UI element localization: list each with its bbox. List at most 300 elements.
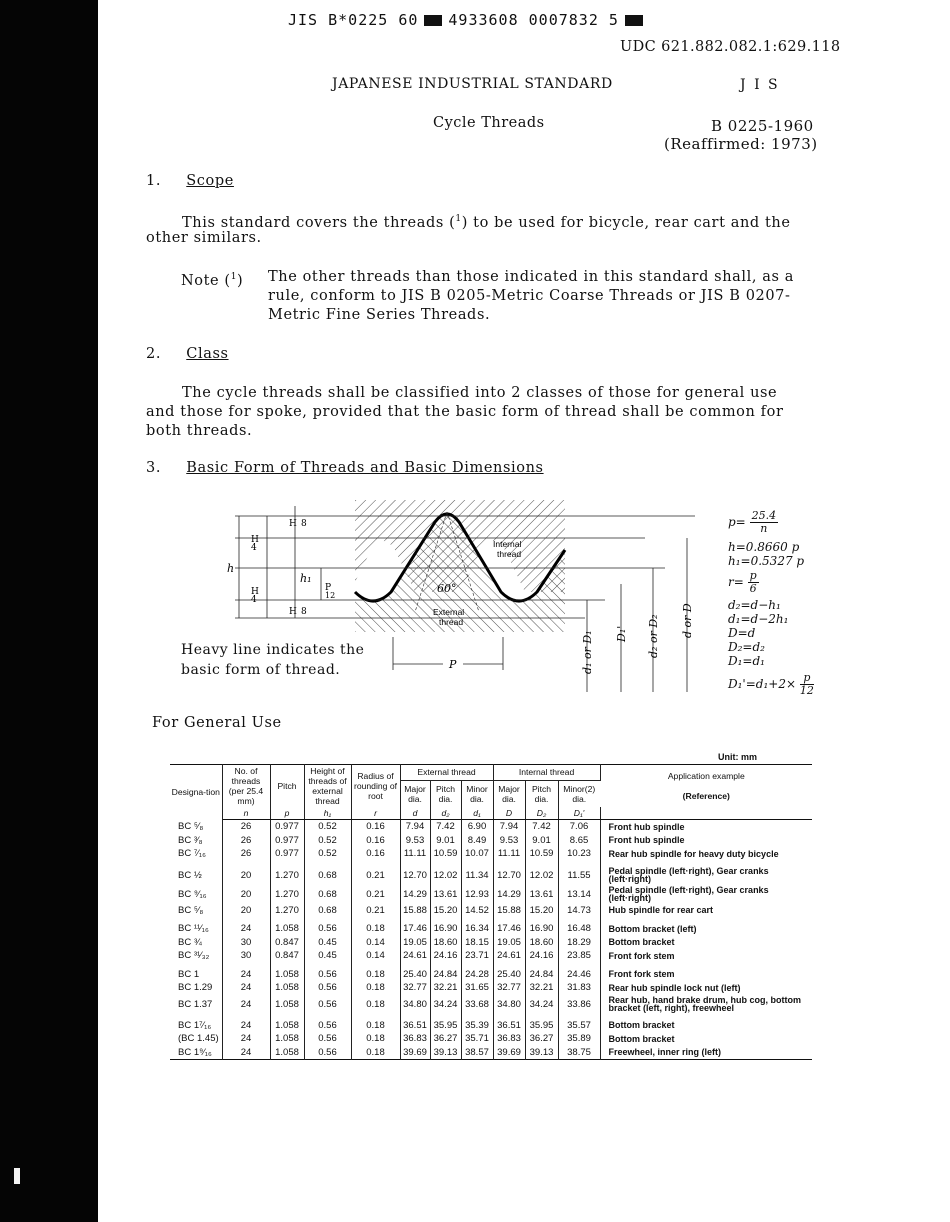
section-title: Class bbox=[186, 346, 229, 362]
cell-r: 0.18 bbox=[351, 917, 400, 936]
cell-n: 24 bbox=[222, 1032, 270, 1046]
cell-r: 0.18 bbox=[351, 963, 400, 982]
scope-text-line1 bbox=[182, 210, 791, 233]
sym-blank bbox=[600, 807, 812, 820]
cell-n: 30 bbox=[222, 936, 270, 950]
cell-d2: 34.24 bbox=[430, 995, 461, 1014]
table-row bbox=[170, 1046, 812, 1060]
cell-app: Front fork stem bbox=[608, 950, 675, 961]
cell-r: 0.18 bbox=[351, 1014, 400, 1033]
cell-d1: 23.71 bbox=[461, 949, 493, 963]
cell-D: 36.83 bbox=[493, 1032, 525, 1046]
table-row bbox=[170, 1032, 812, 1046]
cell-n: 26 bbox=[222, 847, 270, 861]
cell-D: 36.51 bbox=[493, 1014, 525, 1033]
cell-D1p: 38.75 bbox=[558, 1046, 600, 1060]
cell-d1: 35.39 bbox=[461, 1014, 493, 1033]
sym-D1p: D₁' bbox=[558, 807, 600, 820]
label-d-or-D: d or D bbox=[681, 603, 694, 638]
cell-designation: BC 1⁹⁄₁₆ bbox=[170, 1046, 222, 1060]
cell-D1p: 7.06 bbox=[558, 820, 600, 834]
cell-app: Pedal spindle (left·right), Gear cranks (left·right) bbox=[608, 865, 769, 884]
jis-label: J I S bbox=[740, 77, 780, 93]
cell-h1: 0.56 bbox=[304, 981, 351, 995]
formula-r bbox=[728, 570, 759, 595]
cell-app: Rear hub spindle lock nut (left) bbox=[608, 982, 741, 993]
cell-h1: 0.68 bbox=[304, 904, 351, 918]
formula-h1: h₁=0.5327 p bbox=[728, 554, 805, 568]
cell-p: 0.977 bbox=[270, 834, 304, 848]
cell-d2: 10.59 bbox=[430, 847, 461, 861]
cell-app: Hub spindle for rear cart bbox=[608, 905, 714, 915]
cell-D: 9.53 bbox=[493, 834, 525, 848]
cell-app: Front hub spindle bbox=[608, 835, 685, 845]
reference-label: (Reference) bbox=[682, 791, 730, 801]
label-angle: 60° bbox=[437, 582, 457, 595]
sym-d1: d₁ bbox=[461, 807, 493, 820]
cell-D1p: 18.29 bbox=[558, 936, 600, 950]
table-row bbox=[170, 981, 812, 995]
cell-n: 24 bbox=[222, 917, 270, 936]
cell-d1: 35.71 bbox=[461, 1032, 493, 1046]
table-row bbox=[170, 834, 812, 848]
formula-r-lhs: r= bbox=[728, 575, 744, 589]
cell-D2: 39.13 bbox=[525, 1046, 558, 1060]
cell-p: 1.058 bbox=[270, 995, 304, 1014]
cell-p: 1.270 bbox=[270, 885, 304, 904]
cell-D2: 32.21 bbox=[525, 981, 558, 995]
cell-D: 7.94 bbox=[493, 820, 525, 834]
cell-n: 24 bbox=[222, 981, 270, 995]
caption-line-1: Heavy line indicates the bbox=[181, 642, 365, 658]
cell-n: 30 bbox=[222, 949, 270, 963]
sym-n: n bbox=[222, 807, 270, 820]
col-ext-pitch: Pitch dia. bbox=[430, 780, 461, 807]
label-h4-top: H bbox=[251, 535, 259, 545]
cell-designation: BC ⁹⁄₁₆ bbox=[170, 885, 222, 904]
sym-D: D bbox=[493, 807, 525, 820]
cell-d2: 35.95 bbox=[430, 1014, 461, 1033]
formula-d1: d₁=d−2h₁ bbox=[728, 612, 789, 626]
formula-D1p-num: p bbox=[800, 672, 814, 685]
cell-d: 17.46 bbox=[400, 917, 430, 936]
cell-r: 0.14 bbox=[351, 936, 400, 950]
cell-app: Rear hub spindle for heavy duty bicycle bbox=[608, 848, 779, 859]
formula-p-den: n bbox=[760, 522, 768, 535]
cell-p: 1.270 bbox=[270, 861, 304, 885]
scope-text-b: ) to be used for bicycle, rear cart and the bbox=[461, 214, 791, 231]
class-line-3: both threads. bbox=[146, 423, 253, 439]
formula-D1p-lhs: D₁'=d₁+2× bbox=[728, 677, 797, 691]
cell-designation: BC ¹¹⁄₁₆ bbox=[170, 917, 222, 936]
table-row bbox=[170, 861, 812, 885]
label-h1: h₁ bbox=[300, 572, 312, 585]
cell-D: 17.46 bbox=[493, 917, 525, 936]
sym-d: d bbox=[400, 807, 430, 820]
cell-h1: 0.56 bbox=[304, 917, 351, 936]
sym-h1: h₁ bbox=[304, 807, 351, 820]
cell-d: 15.88 bbox=[400, 904, 430, 918]
cell-r: 0.21 bbox=[351, 885, 400, 904]
note-close: ) bbox=[237, 272, 244, 289]
cell-D1p: 16.48 bbox=[558, 917, 600, 936]
cell-designation: BC ³⁄₈ bbox=[170, 834, 222, 848]
cell-n: 20 bbox=[222, 885, 270, 904]
cell-p: 1.058 bbox=[270, 1014, 304, 1033]
cell-designation: BC ⁷⁄₁₆ bbox=[170, 847, 222, 861]
note-line-3: Metric Fine Series Threads. bbox=[268, 307, 491, 323]
cell-p: 1.058 bbox=[270, 963, 304, 982]
label-h8b-top: H bbox=[289, 607, 297, 617]
cell-d: 19.05 bbox=[400, 936, 430, 950]
cell-d2: 15.20 bbox=[430, 904, 461, 918]
cell-D1p: 35.89 bbox=[558, 1032, 600, 1046]
cell-h1: 0.45 bbox=[304, 949, 351, 963]
scan-black-edge bbox=[0, 0, 98, 1222]
cell-d1: 14.52 bbox=[461, 904, 493, 918]
label-h: h bbox=[227, 562, 235, 575]
cell-n: 26 bbox=[222, 820, 270, 834]
cell-n: 24 bbox=[222, 1014, 270, 1033]
cell-d1: 33.68 bbox=[461, 995, 493, 1014]
cell-designation: (BC 1.45) bbox=[170, 1032, 222, 1046]
cell-h1: 0.52 bbox=[304, 834, 351, 848]
cell-D1p: 13.14 bbox=[558, 885, 600, 904]
cell-d1: 31.65 bbox=[461, 981, 493, 995]
cell-n: 20 bbox=[222, 861, 270, 885]
cell-d2: 16.90 bbox=[430, 917, 461, 936]
label-h8-top: H bbox=[289, 519, 297, 529]
section-title: Basic Form of Threads and Basic Dimensions bbox=[186, 460, 544, 476]
label-external-2: thread bbox=[439, 617, 464, 627]
cell-D2: 12.02 bbox=[525, 861, 558, 885]
cell-d: 34.80 bbox=[400, 995, 430, 1014]
cell-D2: 7.42 bbox=[525, 820, 558, 834]
section-number: 3. bbox=[146, 460, 162, 476]
table-row bbox=[170, 963, 812, 982]
cell-d: 36.83 bbox=[400, 1032, 430, 1046]
formula-r-num: p bbox=[749, 569, 757, 582]
label-internal-1: Internal bbox=[493, 539, 522, 549]
section-number: 2. bbox=[146, 346, 162, 362]
cell-d: 14.29 bbox=[400, 885, 430, 904]
table-row bbox=[170, 885, 812, 904]
class-line-2: and those for spoke, provided that the basic form of thread shall be common for bbox=[146, 404, 784, 420]
cell-designation: BC ⁵⁄₈ bbox=[170, 904, 222, 918]
cell-d: 25.40 bbox=[400, 963, 430, 982]
col-ext-major: Major dia. bbox=[400, 780, 430, 807]
label-d2-or-D2: d₂ or D₂ bbox=[647, 614, 660, 658]
cell-app: Bottom bracket bbox=[608, 1020, 675, 1030]
note-line-2: rule, conform to JIS B 0205-Metric Coarse Threads or JIS B 0207- bbox=[268, 288, 791, 304]
formula-D1: D₁=d₁ bbox=[728, 654, 765, 668]
cell-n: 24 bbox=[222, 963, 270, 982]
label-pitch: P bbox=[449, 658, 457, 671]
label-h8b-bot: 8 bbox=[301, 607, 307, 617]
cell-D1p: 8.65 bbox=[558, 834, 600, 848]
cell-designation: BC 1⁷⁄₁₆ bbox=[170, 1014, 222, 1033]
label-d1-or-D1: d₁ or D₁ bbox=[581, 630, 594, 674]
document-code-line bbox=[288, 11, 649, 29]
cell-D: 24.61 bbox=[493, 949, 525, 963]
label-D1-prime: D₁' bbox=[615, 625, 628, 642]
cell-r: 0.16 bbox=[351, 847, 400, 861]
label-h8-bot: 8 bbox=[301, 519, 307, 529]
cell-D2: 24.16 bbox=[525, 949, 558, 963]
cell-p: 0.977 bbox=[270, 820, 304, 834]
group-external: External thread bbox=[400, 765, 493, 781]
cell-h1: 0.56 bbox=[304, 995, 351, 1014]
scope-text-a: This standard covers the threads ( bbox=[182, 214, 456, 231]
cell-D: 12.70 bbox=[493, 861, 525, 885]
formula-d2: d₂=d−h₁ bbox=[728, 598, 781, 612]
table-row bbox=[170, 820, 812, 834]
cell-d2: 36.27 bbox=[430, 1032, 461, 1046]
cell-designation: BC ³¹⁄₃₂ bbox=[170, 949, 222, 963]
standard-organization: JAPANESE INDUSTRIAL STANDARD bbox=[332, 76, 613, 92]
sym-d2: d₂ bbox=[430, 807, 461, 820]
cell-D2: 13.61 bbox=[525, 885, 558, 904]
table-row bbox=[170, 847, 812, 861]
label-h4b-bot: 4 bbox=[251, 595, 257, 605]
general-use-heading: For General Use bbox=[152, 715, 282, 731]
cell-D1p: 14.73 bbox=[558, 904, 600, 918]
cell-p: 0.977 bbox=[270, 847, 304, 861]
formula-p bbox=[728, 510, 778, 535]
formula-D2: D₂=d₂ bbox=[728, 640, 765, 654]
cell-d1: 18.15 bbox=[461, 936, 493, 950]
cell-D2: 24.84 bbox=[525, 963, 558, 982]
formula-p-num: 25.4 bbox=[751, 509, 777, 522]
unit-label: Unit: mm bbox=[718, 752, 757, 762]
cell-D: 19.05 bbox=[493, 936, 525, 950]
cell-D2: 36.27 bbox=[525, 1032, 558, 1046]
cell-h1: 0.52 bbox=[304, 847, 351, 861]
col-pitch: Pitch bbox=[270, 765, 304, 808]
cell-d: 7.94 bbox=[400, 820, 430, 834]
cell-p: 1.058 bbox=[270, 917, 304, 936]
general-use-table bbox=[170, 764, 812, 1060]
diagram-caption bbox=[181, 640, 364, 680]
sym-p: p bbox=[270, 807, 304, 820]
cell-app: Pedal spindle (left·right), Gear cranks (left·right) bbox=[608, 884, 769, 903]
formula-h: h=0.8660 p bbox=[728, 540, 800, 554]
cell-designation: BC 1 bbox=[170, 963, 222, 982]
cell-designation: BC 1.29 bbox=[170, 981, 222, 995]
redaction-block bbox=[424, 15, 442, 26]
cell-D: 39.69 bbox=[493, 1046, 525, 1060]
document-code-left: JIS B*0225 60 bbox=[288, 11, 419, 29]
cell-n: 26 bbox=[222, 834, 270, 848]
document-code-right: 4933608 0007832 5 bbox=[448, 11, 619, 29]
cell-d1: 10.07 bbox=[461, 847, 493, 861]
col-designation: Designa-tion bbox=[170, 765, 222, 820]
cell-r: 0.16 bbox=[351, 820, 400, 834]
cell-n: 24 bbox=[222, 1046, 270, 1060]
cell-d: 32.77 bbox=[400, 981, 430, 995]
cell-d: 11.11 bbox=[400, 847, 430, 861]
cell-D1p: 10.23 bbox=[558, 847, 600, 861]
cell-d: 12.70 bbox=[400, 861, 430, 885]
cell-app: Freewheel, inner ring (left) bbox=[608, 1047, 722, 1057]
cell-d1: 6.90 bbox=[461, 820, 493, 834]
formula-D: D=d bbox=[728, 626, 756, 640]
table-row bbox=[170, 904, 812, 918]
cell-designation: BC 1.37 bbox=[170, 995, 222, 1014]
cell-D: 15.88 bbox=[493, 904, 525, 918]
label-h4b-top: H bbox=[251, 587, 259, 597]
formula-D1-prime bbox=[728, 672, 814, 697]
cell-d2: 24.16 bbox=[430, 949, 461, 963]
cell-app: Rear hub, hand brake drum, hub cog, bottom bracket (left, right), freewheel bbox=[608, 994, 802, 1013]
note-sup: 1 bbox=[230, 272, 238, 282]
table-row bbox=[170, 949, 812, 963]
cell-D1p: 35.57 bbox=[558, 1014, 600, 1033]
cell-d2: 7.42 bbox=[430, 820, 461, 834]
cell-r: 0.18 bbox=[351, 995, 400, 1014]
section-2-heading bbox=[146, 346, 229, 362]
cell-p: 1.270 bbox=[270, 904, 304, 918]
note-label bbox=[181, 268, 243, 291]
cell-d2: 13.61 bbox=[430, 885, 461, 904]
table-row bbox=[170, 936, 812, 950]
cell-d2: 24.84 bbox=[430, 963, 461, 982]
cell-app: Bottom bracket bbox=[608, 937, 675, 947]
col-radius: Radius of rounding of root bbox=[351, 765, 400, 808]
class-line-1: The cycle threads shall be classified into 2 classes of those for general use bbox=[182, 385, 778, 401]
cell-d: 9.53 bbox=[400, 834, 430, 848]
cell-D1p: 33.86 bbox=[558, 995, 600, 1014]
cell-h1: 0.56 bbox=[304, 1046, 351, 1060]
col-int-minor: Minor(2) dia. bbox=[563, 783, 596, 804]
cell-r: 0.21 bbox=[351, 861, 400, 885]
cell-h1: 0.56 bbox=[304, 1014, 351, 1033]
label-p12: P bbox=[325, 583, 332, 593]
label-internal-2: thread bbox=[497, 549, 522, 559]
formula-r-den: 6 bbox=[749, 582, 757, 595]
cell-designation: BC ¾ bbox=[170, 936, 222, 950]
label-external-1: External bbox=[433, 607, 465, 617]
table-row bbox=[170, 917, 812, 936]
cell-h1: 0.52 bbox=[304, 820, 351, 834]
col-height: Height of threads of external thread bbox=[304, 765, 351, 808]
cell-D: 25.40 bbox=[493, 963, 525, 982]
cell-p: 0.847 bbox=[270, 949, 304, 963]
cell-D2: 18.60 bbox=[525, 936, 558, 950]
cell-D1p: 23.85 bbox=[558, 949, 600, 963]
note-label-text: Note ( bbox=[181, 272, 231, 289]
udc-number: UDC 621.882.082.1:629.118 bbox=[620, 39, 841, 55]
note-line-1: The other threads than those indicated in this standard shall, as a bbox=[268, 269, 795, 285]
col-ext-minor: Minor dia. bbox=[461, 780, 493, 807]
cell-n: 20 bbox=[222, 904, 270, 918]
cell-h1: 0.56 bbox=[304, 963, 351, 982]
cell-r: 0.18 bbox=[351, 1032, 400, 1046]
section-title: Scope bbox=[186, 173, 234, 189]
cell-D: 34.80 bbox=[493, 995, 525, 1014]
label-12: 12 bbox=[325, 591, 336, 600]
cell-D2: 16.90 bbox=[525, 917, 558, 936]
cell-d1: 11.34 bbox=[461, 861, 493, 885]
col-threads: No. of threads (per 25.4 mm) bbox=[222, 765, 270, 808]
cell-d1: 8.49 bbox=[461, 834, 493, 848]
cell-p: 1.058 bbox=[270, 981, 304, 995]
cell-n: 24 bbox=[222, 995, 270, 1014]
cell-d1: 24.28 bbox=[461, 963, 493, 982]
section-1-heading bbox=[146, 173, 234, 189]
cell-d2: 12.02 bbox=[430, 861, 461, 885]
cell-h1: 0.68 bbox=[304, 885, 351, 904]
cell-h1: 0.56 bbox=[304, 1032, 351, 1046]
application-label: Application example bbox=[667, 771, 745, 781]
cell-r: 0.14 bbox=[351, 949, 400, 963]
cell-r: 0.21 bbox=[351, 904, 400, 918]
cell-r: 0.16 bbox=[351, 834, 400, 848]
cell-d: 39.69 bbox=[400, 1046, 430, 1060]
cell-p: 1.058 bbox=[270, 1046, 304, 1060]
formula-p-lhs: p= bbox=[728, 515, 746, 529]
reaffirmed-date: (Reaffirmed: 1973) bbox=[664, 135, 818, 153]
cell-p: 0.847 bbox=[270, 936, 304, 950]
cell-designation: BC ½ bbox=[170, 861, 222, 885]
cell-d: 24.61 bbox=[400, 949, 430, 963]
cell-d2: 18.60 bbox=[430, 936, 461, 950]
cell-d2: 9.01 bbox=[430, 834, 461, 848]
col-application bbox=[600, 765, 812, 808]
cell-app: Bottom bracket bbox=[608, 1033, 675, 1044]
cell-p: 1.058 bbox=[270, 1032, 304, 1046]
cell-app: Front fork stem bbox=[608, 969, 675, 979]
scan-artifact bbox=[14, 1168, 20, 1184]
sym-r: r bbox=[351, 807, 400, 820]
cell-d1: 16.34 bbox=[461, 917, 493, 936]
table-row bbox=[170, 1014, 812, 1033]
cell-d2: 32.21 bbox=[430, 981, 461, 995]
cell-r: 0.18 bbox=[351, 1046, 400, 1060]
cell-D2: 35.95 bbox=[525, 1014, 558, 1033]
col-int-pitch: Pitch dia. bbox=[525, 780, 558, 807]
formula-D1p-den: 12 bbox=[799, 684, 814, 697]
document-title: Cycle Threads bbox=[433, 115, 545, 131]
section-number: 1. bbox=[146, 173, 162, 189]
sym-D2: D₂ bbox=[525, 807, 558, 820]
col-int-major: Major dia. bbox=[493, 780, 525, 807]
caption-line-2: basic form of thread. bbox=[181, 662, 341, 678]
cell-D2: 9.01 bbox=[525, 834, 558, 848]
redaction-block bbox=[625, 15, 643, 26]
table-body bbox=[170, 820, 812, 1060]
cell-d1: 38.57 bbox=[461, 1046, 493, 1060]
cell-D1p: 31.83 bbox=[558, 981, 600, 995]
group-internal: Internal thread bbox=[493, 765, 600, 781]
standard-number: B 0225-1960 bbox=[711, 117, 814, 135]
cell-D: 11.11 bbox=[493, 847, 525, 861]
cell-D1p: 24.46 bbox=[558, 963, 600, 982]
cell-h1: 0.68 bbox=[304, 861, 351, 885]
cell-D2: 10.59 bbox=[525, 847, 558, 861]
cell-d: 36.51 bbox=[400, 1014, 430, 1033]
cell-D1p: 11.55 bbox=[558, 861, 600, 885]
scope-text-line2: other similars. bbox=[146, 230, 262, 246]
cell-D2: 34.24 bbox=[525, 995, 558, 1014]
cell-designation: BC ⁵⁄₈ bbox=[170, 820, 222, 834]
cell-D: 32.77 bbox=[493, 981, 525, 995]
cell-app: Front hub spindle bbox=[608, 821, 685, 832]
cell-app: Bottom bracket (left) bbox=[608, 923, 697, 934]
cell-h1: 0.45 bbox=[304, 936, 351, 950]
cell-D: 14.29 bbox=[493, 885, 525, 904]
cell-d2: 39.13 bbox=[430, 1046, 461, 1060]
